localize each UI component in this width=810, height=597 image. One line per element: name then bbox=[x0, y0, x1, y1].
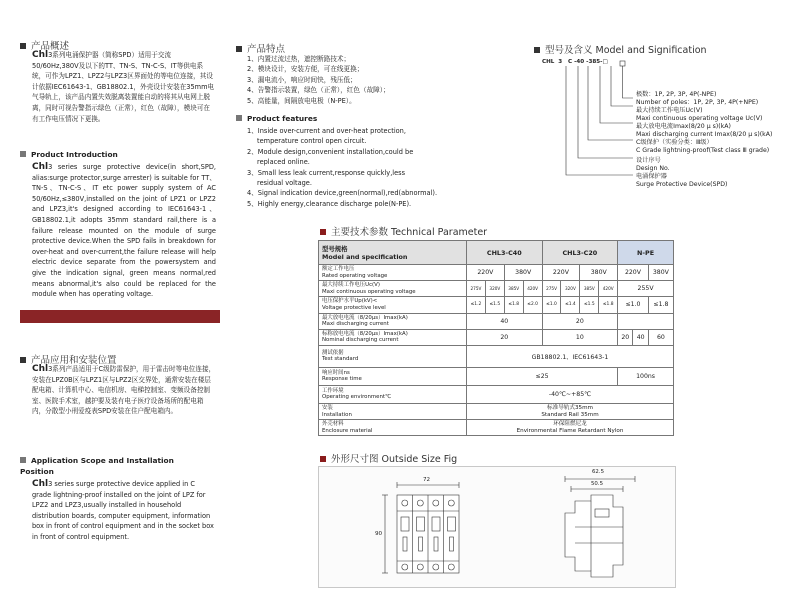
list-item: replaced online. bbox=[257, 158, 310, 167]
table-row bbox=[319, 281, 674, 297]
model-entry-imax: 最大放电电流Imax(8/20 μ s)(kA) Maxi discharging current Imax(8/20 μ s)(kA) bbox=[636, 123, 773, 138]
model-entry-uc: 最大持续工作电压Uc(V) Maxi continuous operating voltage Uc(V) bbox=[636, 107, 763, 122]
table-cell: 60 bbox=[648, 329, 673, 345]
table-row bbox=[319, 420, 674, 436]
table-cell: ≤1.0 bbox=[542, 297, 561, 313]
header-c20: CHL3-C20 bbox=[542, 241, 618, 265]
dim-height-label: 90 bbox=[375, 531, 383, 537]
row-label: 标称放电电流（8/20μs）Imax(kA) Nominal discharging current bbox=[319, 329, 467, 345]
table-cell: 380V bbox=[648, 265, 673, 281]
table-row bbox=[319, 265, 674, 281]
overview-title: 产品概述 bbox=[20, 38, 69, 52]
table-cell: ≤25 bbox=[467, 367, 618, 385]
table-cell: 100ns bbox=[618, 367, 674, 385]
table-row bbox=[319, 385, 674, 403]
table-header-row bbox=[319, 241, 674, 265]
table-cell: ≤2.0 bbox=[523, 297, 542, 313]
table-cell: -40℃~+85℃ bbox=[467, 385, 674, 403]
table-row bbox=[319, 345, 674, 367]
table-cell: GB18802.1、IEC61643-1 bbox=[467, 345, 674, 367]
features-title: 产品特点 bbox=[236, 41, 285, 55]
header-spec: 型号规格 Model and specification bbox=[319, 241, 467, 265]
table-cell: 标准导轨式35mm Standard Rail 35mm bbox=[467, 403, 674, 419]
sub-bullet-icon bbox=[20, 457, 26, 463]
table-cell: 385V bbox=[504, 281, 523, 297]
dim-width-label: 72 bbox=[423, 477, 431, 483]
sub-bullet-icon bbox=[20, 151, 26, 157]
list-item: 1、内置过流过热，遮控断路技术； bbox=[247, 55, 351, 63]
red-divider-bar bbox=[20, 310, 220, 323]
table-cell: 320V bbox=[561, 281, 580, 297]
product-introduction-title: Product Introduction bbox=[20, 150, 118, 159]
row-label: 响应时间ns Response time bbox=[319, 367, 467, 385]
table-cell: 环保阻燃尼龙 Environmental Flame Retardant Nylon bbox=[467, 420, 674, 436]
table-cell: 40 bbox=[467, 313, 543, 329]
table-cell: 20 bbox=[467, 329, 543, 345]
application-cn-text: Chl3系列产品适用于C级防雷保护，用于雷击时等电位连接，安装在LPZ0B区与LPZ1区与LPZ2区交界处，通常安装在楼层配电箱、计算机中心、电信机房、电梯控制室、变频设备控制室、医院手术室，越护要及装有电子医疗设备场所的配电箱内，分散型小刑爱疫表SPD安装在住户配电箱内。 bbox=[32, 364, 216, 416]
product-introduction-text: Chl3 series surge protective device(in short,SPD, alias:surge protector,surge arrester) is suitable for TT、TN-S、TN-C-S、IT etc power supply system of AC 50/60Hz,≤380V,installed on the joint of LPZ1 or LPZ2 and LPZ3,it's designed according to IEC61643-1、GB18802.1,it adopts 35mm standard rail,there is a failure release mounted on the module of surge protective device.When the SPD fails in breakdown for over-heat and over-current,the failure release will help electric device separate from the powersystem and give the indication signal, green means normal,red means abnormal,it's also could be replaced for the module when has operating voltage. bbox=[32, 162, 216, 299]
list-item: 2、模块设计，安装方便，可在线更换； bbox=[247, 65, 364, 74]
section-bullet-icon bbox=[20, 357, 26, 363]
table-cell: 10 bbox=[542, 329, 618, 345]
row-label: 电压保护水平Up(kV)< Voltage protective level bbox=[319, 297, 467, 313]
device-drawing bbox=[319, 467, 675, 587]
table-cell: ≤1.5 bbox=[485, 297, 504, 313]
table-cell: ≤1.8 bbox=[648, 297, 673, 313]
model-entry-spd: 电涌保护器 Surge Protective Device(SPD) bbox=[636, 173, 728, 188]
list-item: 5、Highly energy,clearance discharge pole(N-PE). bbox=[247, 199, 412, 208]
row-label: 工作环境 Operating environment℃ bbox=[319, 385, 467, 403]
table-cell: 275V bbox=[467, 281, 486, 297]
table-row bbox=[319, 313, 674, 329]
section-bullet-icon bbox=[320, 456, 326, 462]
table-cell: 320V bbox=[485, 281, 504, 297]
row-label: 外壳材料 Enclosure material bbox=[319, 420, 467, 436]
application-title: 产品应用和安装位置 bbox=[20, 352, 117, 366]
list-item: 1、Inside over-current and over-heat protection, bbox=[247, 127, 406, 135]
table-cell: 275V bbox=[542, 281, 561, 297]
outside-size-drawing bbox=[318, 466, 676, 588]
row-label: 最大持续工作电压Uc(V) Maxi continuous operating voltage bbox=[319, 281, 467, 297]
table-row bbox=[319, 297, 674, 313]
list-item: residual voltage. bbox=[257, 179, 312, 188]
model-entry-poles: 极数：1P, 2P, 3P, 4P(-NPE) Number of poles：1P, 2P, 3P, 4P(+NPE) bbox=[636, 91, 759, 106]
section-bullet-icon bbox=[534, 47, 540, 53]
size-title: 外形尺寸图 Outside Size Fig bbox=[320, 451, 457, 465]
list-item: 3、Small less leak current,response quickly,less bbox=[247, 168, 406, 177]
model-code-diagram bbox=[542, 58, 800, 193]
features-en-list bbox=[247, 126, 437, 209]
tech-title: 主要技术参数 Technical Parameter bbox=[320, 224, 487, 238]
table-cell: 385V bbox=[580, 281, 599, 297]
dim-side-inner-label: 50.5 bbox=[591, 481, 604, 487]
table-cell: ≤1.0 bbox=[618, 297, 649, 313]
table-row bbox=[319, 403, 674, 419]
table-cell: 220V bbox=[542, 265, 580, 281]
section-bullet-icon bbox=[320, 229, 326, 235]
table-cell: ≤1.8 bbox=[599, 297, 618, 313]
table-row bbox=[319, 367, 674, 385]
table-cell: ≤1.4 bbox=[561, 297, 580, 313]
model-title: 型号及含义 Model and Signification bbox=[534, 42, 707, 56]
table-cell: ≤1.8 bbox=[504, 297, 523, 313]
header-npe: N-PE bbox=[618, 241, 674, 265]
table-cell: 220V bbox=[467, 265, 505, 281]
list-item: 2、Module design,convenient installation,could be bbox=[247, 147, 414, 156]
table-cell: 20 bbox=[542, 313, 618, 329]
sub-bullet-icon bbox=[236, 115, 242, 121]
table-cell bbox=[618, 313, 674, 329]
application-en-title: Application Scope and Installation Position bbox=[20, 456, 174, 476]
model-entry-design-no: 设计序号 Design No. bbox=[636, 157, 670, 172]
dim-side-outer-label: 62.5 bbox=[592, 469, 605, 475]
list-item: 5、高能量，间隔放电电极（N-PE）。 bbox=[247, 96, 356, 105]
table-cell: 420V bbox=[599, 281, 618, 297]
table-cell: 420V bbox=[523, 281, 542, 297]
table-row bbox=[319, 329, 674, 345]
list-item: 4、Signal indication device,green(normal),red(abnormal). bbox=[247, 189, 438, 198]
row-label: 额定工作电压 Rated operating voltage bbox=[319, 265, 467, 281]
table-cell: 255V bbox=[618, 281, 674, 297]
list-item: temperature control open circuit. bbox=[257, 137, 367, 146]
model-code: CHL 3 C -40 -385-□ bbox=[542, 59, 608, 65]
table-cell: 380V bbox=[580, 265, 618, 281]
tech-parameter-table bbox=[318, 240, 674, 436]
features-cn-list bbox=[247, 54, 390, 106]
row-label: 最大放电电流（8/20μs）Imax(kA) Maxi discharging current bbox=[319, 313, 467, 329]
table-cell: 380V bbox=[504, 265, 542, 281]
section-bullet-icon bbox=[20, 43, 26, 49]
list-item: 3、漏电流小，响应时间快，残压低； bbox=[247, 75, 357, 84]
table-cell: 20 bbox=[618, 329, 633, 345]
features-en-title: Product features bbox=[236, 114, 317, 123]
application-en-text: Chl3 series surge protective device applied in C grade lightning-proof installed on the joint of LPZ for LPZ2 and LPZ3,usually installed in household distribution boards, computer equipment, information box in front of control equipment and in the socket box in front of control equipment. bbox=[32, 479, 214, 541]
row-label: 测试依据 Test standard bbox=[319, 345, 467, 367]
overview-cn-text: Chl3系列电涌保护器（简称SPD）适用于交流50/60Hz,380V及以下的TT、TN-S、TN-C-S、IT等供电系统，可作为LPZ1、LPZ2与LPZ3区界面处的等电位连接，其设计依据IEC61643-1、GB18802.1，外壳设计安装在35mm电气导轨上，该产品内置失效脱离装置能自动的将其从电网上脱离，同时可视告警指示绿色（正常），红色（故障），模块可在有工作电压情况下更换。 bbox=[32, 50, 215, 123]
header-c40: CHL3-C40 bbox=[467, 241, 543, 265]
table-cell: ≤1.2 bbox=[467, 297, 486, 313]
model-entry-grade: C级保护（实验分类：Ⅲ级） C Grade lightning-proof(Test class Ⅲ grade) bbox=[636, 139, 770, 154]
table-cell: 220V bbox=[618, 265, 649, 281]
row-label: 安装 Installation bbox=[319, 403, 467, 419]
list-item: 4、告警指示装置，绿色（正常），红色（故障）； bbox=[247, 86, 390, 95]
section-bullet-icon bbox=[236, 46, 242, 52]
table-cell: ≤1.5 bbox=[580, 297, 599, 313]
table-cell: 40 bbox=[633, 329, 648, 345]
